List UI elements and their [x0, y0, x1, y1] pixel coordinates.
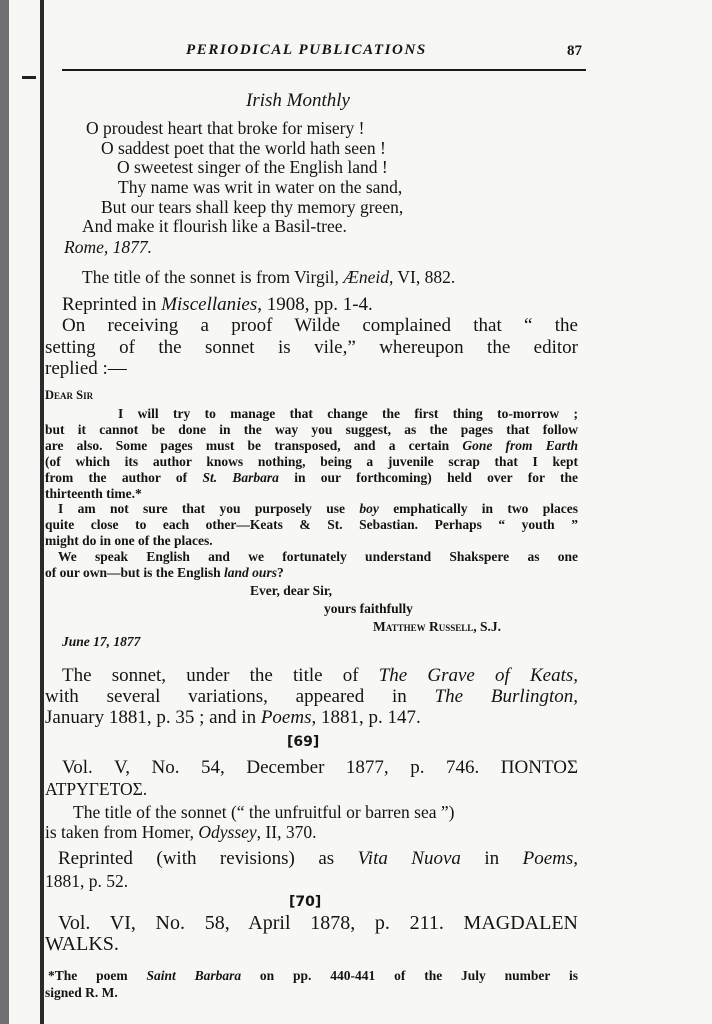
entry-note: The title of the sonnet (“ the unfruitful or barren sea ”) — [73, 802, 455, 822]
poem-line: O sweetest singer of the English land ! — [117, 157, 388, 177]
poem-place-date: Rome, 1877. — [64, 237, 152, 257]
proof-para-line: On receiving a proof Wilde complained that “ the — [62, 315, 578, 336]
keats-para-line: The sonnet, under the title of The Grave of Keats, — [62, 665, 578, 686]
letter-line: We speak English and we fortunately understand Shakspere as one — [58, 549, 578, 564]
letter-closing: Ever, dear Sir, — [250, 583, 333, 598]
letter-closing: yours faithfully — [324, 601, 413, 616]
page-number: 87 — [567, 43, 582, 59]
note-title-source: The title of the sonnet is from Virgil, Æneid, VI, 882. — [82, 267, 456, 287]
entry-note: is taken from Homer, Odyssey, II, 370. — [45, 822, 317, 842]
proof-para-line: setting of the sonnet is vile,” whereupon the editor — [45, 337, 578, 358]
entry-citation: Vol. V, No. 54, December 1877, p. 746. ΠΟΝΤΟΣ — [62, 757, 578, 778]
letter-line: I am not sure that you purposely use boy emphatically in two places — [58, 501, 578, 516]
letter-salutation: Dear Sir — [45, 388, 94, 402]
margin-tick-mark — [22, 76, 36, 79]
header-rule — [62, 69, 586, 71]
entry-number: [70] — [289, 894, 322, 910]
entry-citation: ΑΤΡΥΓΕΤΟΣ. — [45, 779, 148, 799]
proof-para-line: replied :— — [45, 358, 127, 379]
entry-reprint: 1881, p. 52. — [45, 871, 129, 891]
letter-line: but it cannot be done in the way you suggest, as the pages that follow — [45, 422, 578, 437]
poem-line: Thy name was writ in water on the sand, — [118, 177, 403, 197]
poem-line: O proudest heart that broke for misery ! — [86, 118, 365, 138]
footnote: *The poem Saint Barbara on pp. 440-441 of the July number is — [48, 968, 578, 983]
letter-line: might do in one of the places. — [45, 533, 213, 548]
letter-line: (of which its author knows nothing, being a juvenile scrap that I kept — [45, 454, 578, 469]
entry-number: [69] — [287, 734, 320, 750]
running-head: PERIODICAL PUBLICATIONS — [186, 42, 427, 58]
entry-citation: Vol. VI, No. 58, April 1878, p. 211. MAGDALEN — [58, 912, 578, 934]
keats-para-line: with several variations, appeared in The Burlington, — [45, 686, 578, 707]
letter-line: are also. Some pages must be transposed, and a certain Gone from Earth — [45, 438, 578, 453]
letter-signature: Matthew Russell, S.J. — [373, 619, 501, 634]
letter-date: June 17, 1877 — [62, 634, 141, 649]
footnote: signed R. M. — [45, 985, 118, 1000]
letter-line: I will try to manage that change the first thing to-morrow ; — [118, 406, 578, 421]
letter-line: quite close to each other—Keats & St. Sebastian. Perhaps “ youth ” — [45, 517, 578, 532]
letter-line: of our own—but is the English land ours? — [45, 565, 284, 580]
poem-title: Irish Monthly — [246, 90, 350, 111]
entry-citation: WALKS. — [45, 933, 119, 955]
entry-reprint: Reprinted (with revisions) as Vita Nuova in Poems, — [58, 848, 578, 869]
poem-line: O saddest poet that the world hath seen ! — [101, 138, 386, 158]
poem-line: But our tears shall keep thy memory green, — [101, 197, 404, 217]
letter-line: thirteenth time.* — [45, 486, 142, 501]
page-gutter-line — [40, 0, 44, 1024]
poem-line: And make it flourish like a Basil-tree. — [82, 216, 347, 236]
keats-para-line: January 1881, p. 35 ; and in Poems, 1881, p. 147. — [45, 707, 421, 728]
letter-line: from the author of St. Barbara in our forthcoming) held over for the — [45, 470, 578, 485]
page-edge-shadow — [0, 0, 9, 1024]
reprint-note: Reprinted in Miscellanies, 1908, pp. 1-4. — [62, 294, 373, 315]
